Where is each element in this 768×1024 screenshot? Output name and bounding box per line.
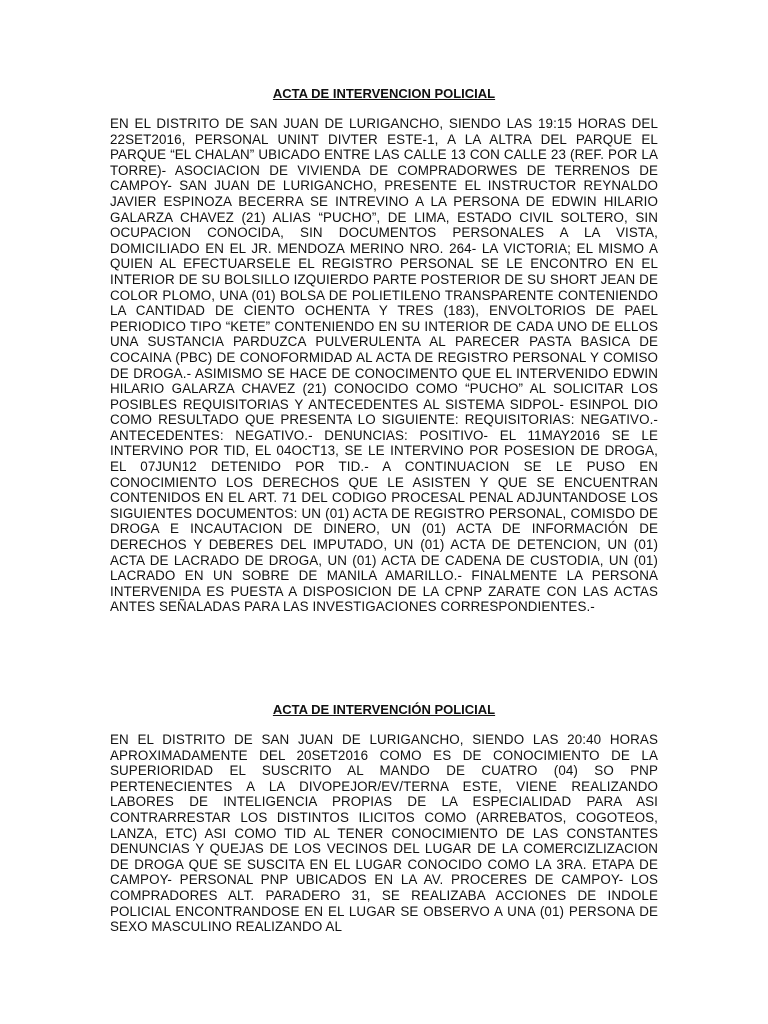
section-body: EN EL DISTRITO DE SAN JUAN DE LURIGANCHO, SIENDO LAS 20:40 HORAS APROXIMADAMENTE DEL 20SET2016 COMO ES DE CONOCIMIENTO DE LA SUPERIORIDAD EL SUSCRITO AL MANDO DE CUATRO (04) SO PNP PERTENECIENTES A LA DIVOPEJOR/EV/TERNA ESTE, VIENE REALIZANDO LABORES DE INTELIGENCIA PROPIAS DE LA ESPECIALIDAD PARA ASI CONTRARRESTAR LOS DISTINTOS ILICITOS COMO (ARREBATOS, COGOTEOS, LANZA, ETC) ASI COMO TID AL TENER CONOCIMIENTO DE LAS CONSTANTES DENUNCIAS Y QUEJAS DE LOS VECINOS DEL LUGAR DE LA COMERCIZLIZACION DE DROGA QUE SE SUSCITA EN EL LUGAR CONOCIDO COMO LA 3RA. ETAPA DE CAMPOY- PERSONAL PNP UBICADOS EN LA AV. PROCERES DE CAMPOY- LOS COMPRADORES ALT. PARADERO 31, SE REALIZABA ACCIONES DE INDOLE POLICIAL ENCONTRANDOSE EN EL LUGAR SE OBSERVO A UNA (01) PERSONA DE SEXO MASCULINO REALIZANDO AL: [110, 732, 658, 935]
section-title: ACTA DE INTERVENCION POLICIAL: [272, 86, 496, 101]
acta-section-1: [110, 86, 658, 615]
section-title: ACTA DE INTERVENCIÓN POLICIAL: [272, 702, 496, 717]
acta-section-2: [110, 702, 658, 935]
section-body: EN EL DISTRITO DE SAN JUAN DE LURIGANCHO, SIENDO LAS 19:15 HORAS DEL 22SET2016, PERSONAL UNINT DIVTER ESTE-1, A LA ALTRA DEL PARQUE EL PARQUE “EL CHALAN” UBICADO ENTRE LAS CALLE 13 CON CALLE 23 (REF. POR LA TORRE)- ASOCIACION DE VIVIENDA DE COMPRADORWES DE TERRENOS DE CAMPOY- SAN JUAN DE LURIGANCHO, PRESENTE EL INSTRUCTOR REYNALDO JAVIER ESPINOZA BECERRA SE INTREVINO A LA PERSONA DE EDWIN HILARIO GALARZA CHAVEZ (21) ALIAS “PUCHO”, DE LIMA, ESTADO CIVIL SOLTERO, SIN OCUPACION CONOCIDA, SIN DOCUMENTOS PERSONALES A LA VISTA, DOMICILIADO EN EL JR. MENDOZA MERINO NRO. 264- LA VICTORIA; EL MISMO A QUIEN AL EFECTUARSELE EL REGISTRO PERSONAL SE LE ENCONTRO EN EL INTERIOR DE SU BOLSILLO IZQUIERDO PARTE POSTERIOR DE SU SHORT JEAN DE COLOR PLOMO, UNA (01) BOLSA DE POLIETILENO TRANSPARENTE CONTENIENDO LA CANTIDAD DE CIENTO OCHENTA Y TRES (183), ENVOLTORIOS DE PAEL PERIODICO TIPO “KETE” CONTENIENDO EN SU INTERIOR DE CADA UNO DE ELLOS UNA SUSTANCIA PARDUZCA PULVERULENTA AL PARECER PASTA BASICA DE COCAINA (PBC) DE CONOFORMIDAD AL ACTA DE REGISTRO PERSONAL Y COMISO DE DROGA.- ASIMISMO SE HACE DE CONOCIMENTO QUE EL INTERVENIDO EDWIN HILARIO GALARZA CHAVEZ (21) CONOCIDO COMO “PUCHO” AL SOLICITAR LOS POSIBLES REQUISITORIAS Y ANTECEDENTES AL SISTEMA SIDPOL- ESINPOL DIO COMO RESULTADO QUE PRESENTA LO SIGUIENTE: REQUISITORIAS: NEGATIVO.- ANTECEDENTES: NEGATIVO.- DENUNCIAS: POSITIVO- EL 11MAY2016 SE LE INTERVINO POR TID, EL 04OCT13, SE LE INTERVINO POR POSESION DE DROGA, EL 07JUN12 DETENIDO POR TID.- A CONTINUACION SE LE PUSO EN CONOCIMIENTO LOS DERECHOS QUE LE ASISTEN Y QUE SE ENCUENTRAN CONTENIDOS EN EL ART. 71 DEL CODIGO PROCESAL PENAL ADJUNTANDOSE LOS SIGUIENTES DOCUMENTOS: UN (01) ACTA DE REGISTRO PERSONAL, COMISDO DE DROGA E INCAUTACION DE DINERO, UN (01) ACTA DE INFORMACIÓN DE DERECHOS Y DEBERES DEL IMPUTADO, UN (01) ACTA DE DETENCION, UN (01) ACTA DE LACRADO DE DROGA, UN (01) ACTA DE CADENA DE CUSTODIA, UN (01) LACRADO EN UN SOBRE DE MANILA AMARILLO.- FINALMENTE LA PERSONA INTERVENIDA ES PUESTA A DISPOSICION DE LA CPNP ZARATE CON LAS ACTAS ANTES SEÑALADAS PARA LAS INVESTIGACIONES CORRESPONDIENTES.-: [110, 116, 658, 615]
